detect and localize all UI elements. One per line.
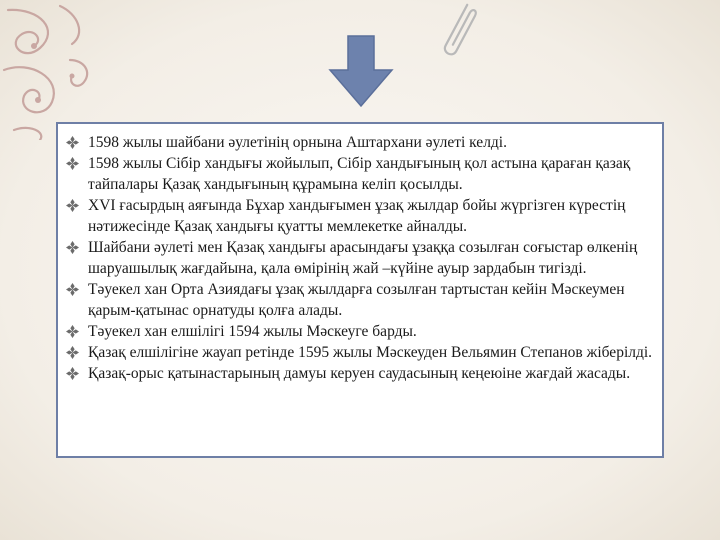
list-item-text: Тәуекел хан елшілігі 1594 жылы Мәскеуге барды. <box>88 323 417 340</box>
list-item-text: Шайбани әулеті мен Қазақ хандығы арасындағы ұзаққа созылған соғыстар өлкенің шаруашылық жағдайына, қала өмірінің жай –күйіне ауыр зардабын тигізді. <box>88 239 638 277</box>
paper-clip-icon <box>438 0 478 70</box>
swirl-ornament-icon <box>0 0 120 140</box>
content-box <box>56 122 664 458</box>
diamond-bullet-icon <box>66 241 79 254</box>
bullet-list <box>58 124 662 384</box>
list-item <box>66 321 654 342</box>
diamond-bullet-icon <box>66 346 79 359</box>
list-item-text: 1598 жылы Сібір хандығы жойылып, Сібір хандығының қол астына қараған қазақ тайпалары Қазақ хандығының құрамына келіп қосылды. <box>88 155 631 193</box>
diamond-bullet-icon <box>66 136 79 149</box>
list-item-text: 1598 жылы шайбани әулетінің орнына Аштархани әулеті келді. <box>88 134 507 151</box>
diamond-bullet-icon <box>66 367 79 380</box>
list-item <box>66 342 654 363</box>
diamond-bullet-icon <box>66 199 79 212</box>
down-arrow-icon <box>328 34 394 108</box>
diamond-bullet-icon <box>66 283 79 296</box>
diamond-bullet-icon <box>66 157 79 170</box>
list-item <box>66 132 654 153</box>
list-item <box>66 237 654 279</box>
list-item-text: Тәуекел хан Орта Азиядағы ұзақ жылдарға созылған тартыстан кейін Мәскеумен қарым-қатынас орнатуды қолға алады. <box>88 281 625 319</box>
diamond-bullet-icon <box>66 325 79 338</box>
list-item <box>66 153 654 195</box>
list-item <box>66 279 654 321</box>
list-item <box>66 195 654 237</box>
list-item-text: XVI ғасырдың аяғында Бұхар хандығымен ұзақ жылдар бойы жүргізген күрестің нәтижесінде Қазақ хандығы қуатты мемлекетке айналды. <box>88 197 626 235</box>
list-item <box>66 363 654 384</box>
list-item-text: Қазақ елшілігіне жауап ретінде 1595 жылы Мәскеуден Вельямин Степанов жіберілді. <box>88 344 653 361</box>
list-item-text: Қазақ-орыс қатынастарының дамуы керуен саудасының кеңеюіне жағдай жасады. <box>88 365 631 382</box>
